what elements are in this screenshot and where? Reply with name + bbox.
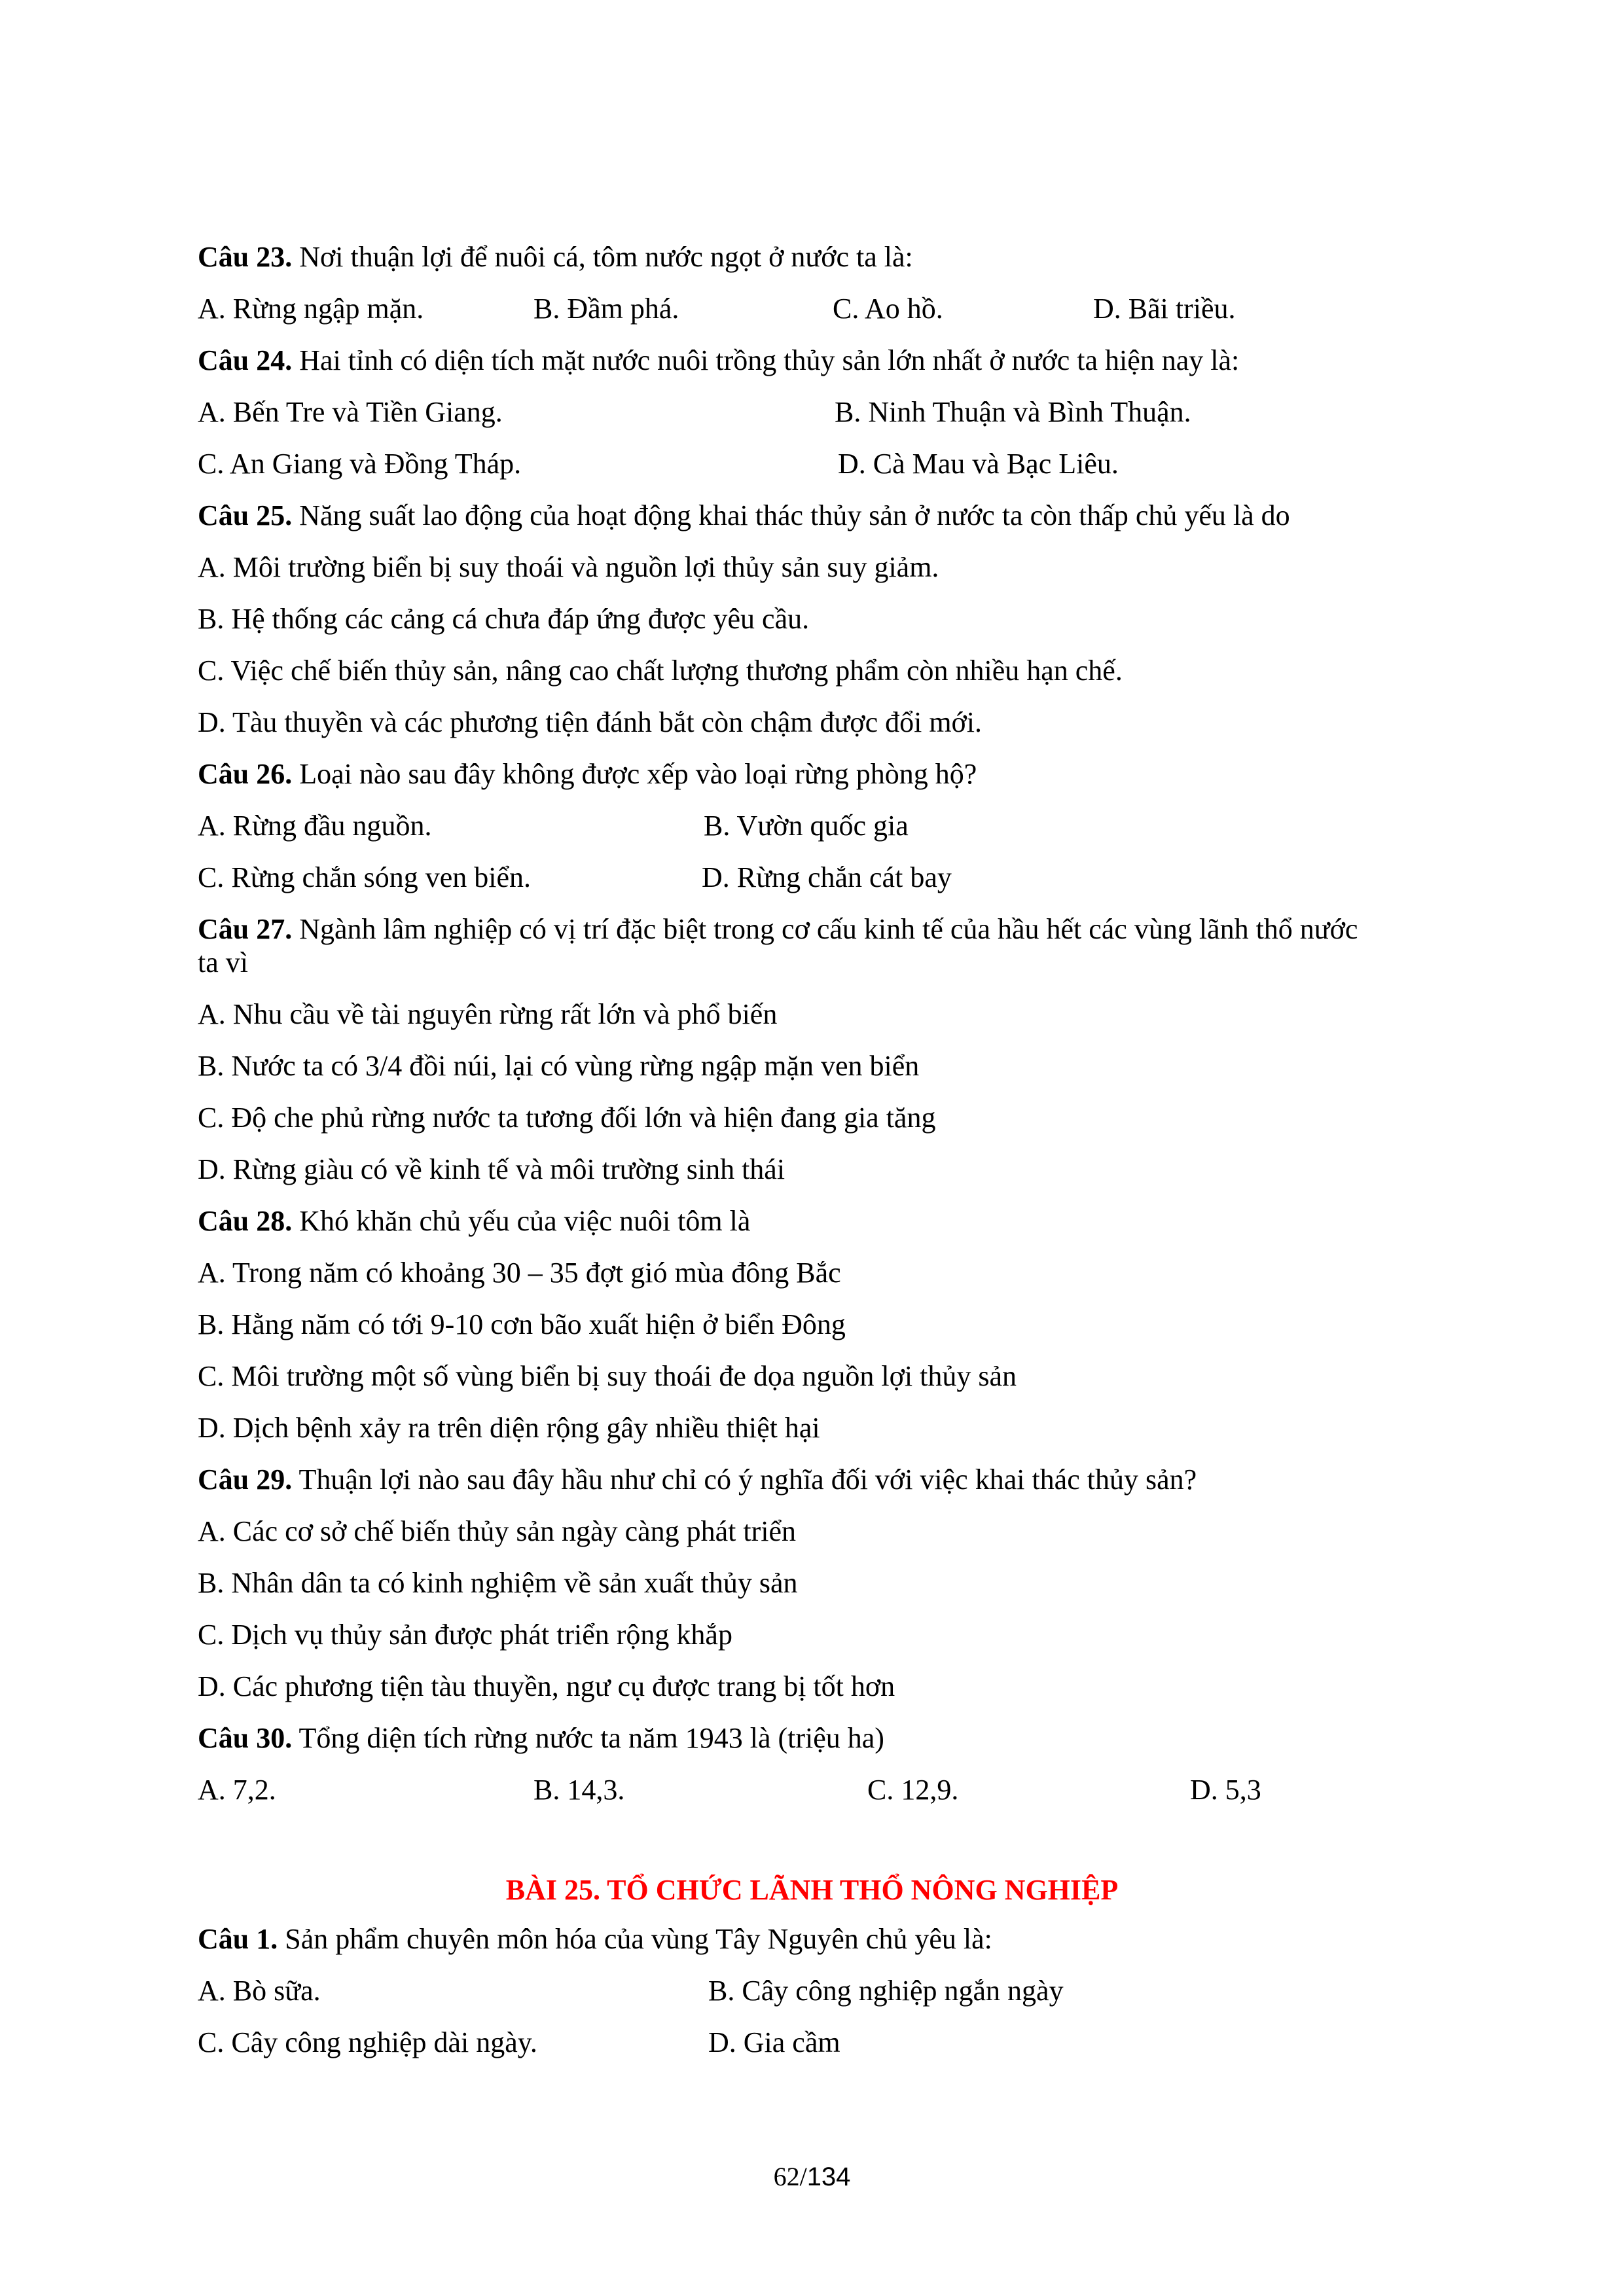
question-number: Câu 30. — [198, 1722, 293, 1754]
question-text: Sản phẩm chuyên môn hóa của vùng Tây Nguyên chủ yêu là: — [278, 1923, 992, 1955]
option-d: D. Gia cầm — [708, 2026, 840, 2058]
question-number: Câu 28. — [198, 1205, 293, 1237]
option-c: C. Cây công nghiệp dài ngày. — [198, 2026, 537, 2058]
question-27-continued: ta vì — [198, 946, 248, 978]
option-b: B. Ninh Thuận và Bình Thuận. — [835, 396, 1191, 428]
question-number: Câu 27. — [198, 913, 293, 945]
option-d: D. Rừng giàu có về kinh tế và môi trường sinh thái — [198, 1153, 785, 1185]
option-d: D. Tàu thuyền và các phương tiện đánh bắt còn chậm được đổi mới. — [198, 706, 983, 738]
option-c: C. Rừng chắn sóng ven biển. — [198, 861, 532, 893]
question-29 — [198, 1462, 1197, 1498]
question-26 — [198, 756, 977, 793]
question-23 — [198, 239, 913, 276]
question-30 — [198, 1720, 884, 1757]
option-c: C. Việc chế biến thủy sản, nâng cao chất lượng thương phẩm còn nhiều hạn chế. — [198, 655, 1123, 687]
question-text: Khó khăn chủ yếu của việc nuôi tôm là — [292, 1205, 751, 1237]
question-number: Câu 23. — [198, 241, 293, 273]
question-number: Câu 25. — [198, 499, 293, 531]
question-27 — [198, 911, 1358, 948]
question-text: Hai tỉnh có diện tích mặt nước nuôi trồng thủy sản lớn nhất ở nước ta hiện nay là: — [292, 344, 1240, 376]
question-text: Nơi thuận lợi để nuôi cá, tôm nước ngọt ở nước ta là: — [292, 241, 913, 273]
option-b: B. Cây công nghiệp ngắn ngày — [708, 1975, 1064, 2007]
option-b: B. Nước ta có 3/4 đồi núi, lại có vùng rừng ngập mặn ven biển — [198, 1050, 920, 1082]
option-b: B. 14,3. — [533, 1774, 625, 1806]
question-text: Tổng diện tích rừng nước ta năm 1943 là (triệu ha) — [292, 1722, 884, 1754]
option-c: C. Dịch vụ thủy sản được phát triển rộng khắp — [198, 1619, 732, 1651]
option-a: A. Rừng ngập mặn. — [198, 293, 424, 325]
option-a: A. Môi trường biển bị suy thoái và nguồn lợi thủy sản suy giảm. — [198, 551, 939, 583]
option-d: D. Bãi triều. — [1093, 293, 1236, 325]
question-number: Câu 26. — [198, 758, 293, 790]
option-b: B. Hằng năm có tới 9-10 cơn bão xuất hiện ở biển Đông — [198, 1308, 846, 1340]
option-a: A. Các cơ sở chế biến thủy sản ngày càng phát triển — [198, 1515, 797, 1547]
question-28 — [198, 1203, 750, 1240]
option-a: A. Bến Tre và Tiền Giang. — [198, 396, 503, 428]
question-24 — [198, 342, 1239, 379]
option-c: C. An Giang và Đồng Tháp. — [198, 448, 522, 480]
option-d: D. Rừng chắn cát bay — [702, 861, 952, 893]
option-d: D. Các phương tiện tàu thuyền, ngư cụ được trang bị tốt hơn — [198, 1670, 895, 1702]
option-c: C. Môi trường một số vùng biển bị suy thoái đe dọa nguồn lợi thủy sản — [198, 1360, 1017, 1392]
option-a: A. Bò sữa. — [198, 1975, 321, 2007]
question-25 — [198, 497, 1290, 534]
question-number: Câu 29. — [198, 1463, 293, 1496]
option-b: B. Hệ thống các cảng cá chưa đáp ứng được yêu cầu. — [198, 603, 810, 635]
option-d: D. 5,3 — [1190, 1774, 1261, 1806]
page-number — [0, 2160, 1624, 2194]
option-d: D. Dịch bệnh xảy ra trên diện rộng gây nhiều thiệt hại — [198, 1412, 820, 1444]
question-text: Loại nào sau đây không được xếp vào loại rừng phòng hộ? — [292, 758, 977, 790]
option-c: C. Ao hồ. — [833, 293, 943, 325]
option-c: C. Độ che phủ rừng nước ta tương đối lớn và hiện đang gia tăng — [198, 1102, 936, 1134]
question-number: Câu 24. — [198, 344, 293, 376]
option-d: D. Cà Mau và Bạc Liêu. — [838, 448, 1119, 480]
page-total: 134 — [806, 2162, 851, 2191]
option-a: A. Trong năm có khoảng 30 – 35 đợt gió mùa đông Bắc — [198, 1257, 841, 1289]
option-a: A. 7,2. — [198, 1774, 276, 1806]
option-b: B. Đầm phá. — [533, 293, 679, 325]
option-b: B. Vườn quốc gia — [704, 810, 909, 842]
question-number: Câu 1. — [198, 1923, 278, 1955]
option-a: A. Nhu cầu về tài nguyên rừng rất lớn và phổ biến — [198, 998, 778, 1030]
question-text: Năng suất lao động của hoạt động khai thác thủy sản ở nước ta còn thấp chủ yếu là do — [292, 499, 1290, 531]
question-text: Ngành lâm nghiệp có vị trí đặc biệt trong cơ cấu kinh tế của hầu hết các vùng lãnh thổ nước — [292, 913, 1358, 945]
section-heading: BÀI 25. TỔ CHỨC LÃNH THỔ NÔNG NGHIỆP — [505, 1874, 1119, 1906]
question-text: Thuận lợi nào sau đây hầu như chỉ có ý nghĩa đối với việc khai thác thủy sản? — [292, 1463, 1197, 1496]
page-current: 62/ — [773, 2162, 807, 2191]
option-a: A. Rừng đầu nguồn. — [198, 810, 432, 842]
option-c: C. 12,9. — [867, 1774, 959, 1806]
option-b: B. Nhân dân ta có kinh nghiệm về sản xuất thủy sản — [198, 1567, 798, 1599]
question-1 — [198, 1921, 992, 1958]
